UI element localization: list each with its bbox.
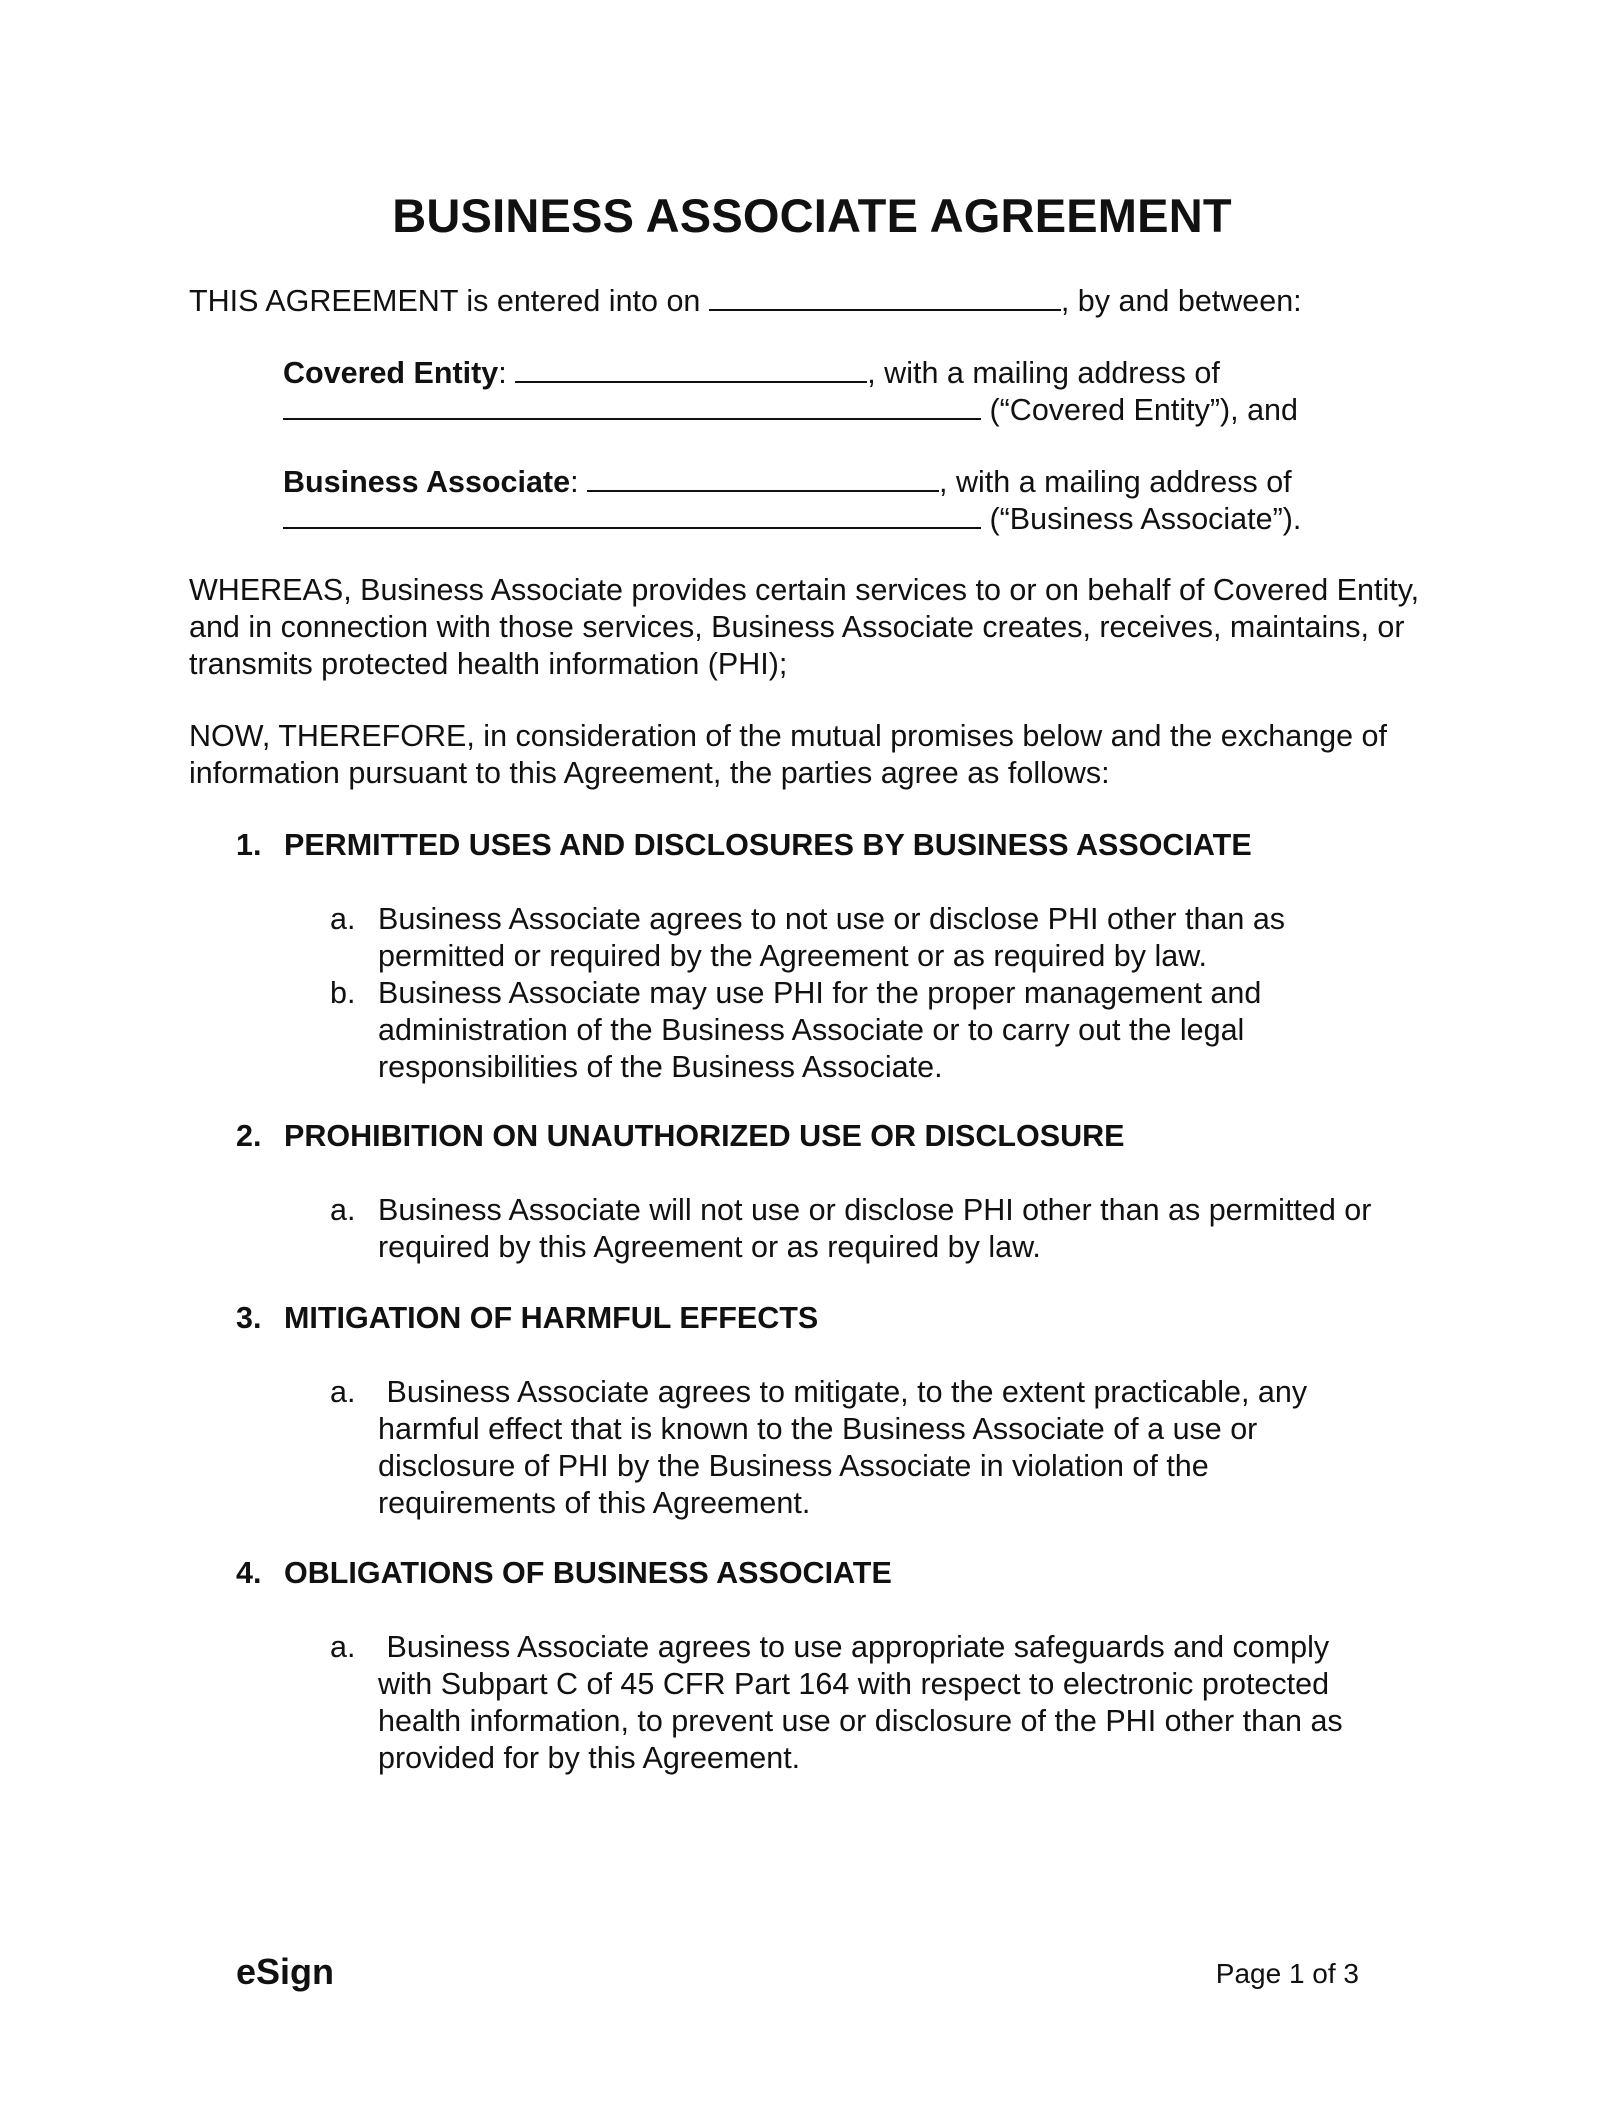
- section-number: 3.: [236, 1301, 262, 1335]
- item-text: Business Associate agrees to use appropriate safeguards and comply with Subpart C of 45 CFR Part 164 with respect to electronic protected health information, to prevent use or disclosure of the PHI other than as provided for by this Agreement.: [378, 1630, 1352, 1775]
- intro-suffix: , by and between:: [1060, 284, 1302, 318]
- item-label: a.: [330, 1630, 356, 1664]
- business-associate-suffix: , with a mailing address of: [939, 465, 1292, 499]
- item-text: Business Associate may use PHI for the proper management and administration of the Business Associate or to carry out the legal responsibilities of the Business Associate.: [378, 976, 1262, 1084]
- business-associate-address-blank[interactable]: [283, 499, 981, 529]
- intro-line: [189, 281, 1302, 320]
- section-title: PROHIBITION ON UNAUTHORIZED USE OR DISCLOSURE: [284, 1119, 1125, 1153]
- section-number: 4.: [236, 1556, 262, 1590]
- item-label: a.: [330, 1193, 356, 1227]
- item-label: a.: [330, 1375, 356, 1409]
- list-item: [330, 901, 1330, 975]
- item-text: Business Associate agrees to not use or disclose PHI other than as permitted or required by the Agreement or as required by law.: [378, 902, 1286, 973]
- covered-entity-address-line: [283, 390, 1298, 429]
- section-title: PERMITTED USES AND DISCLOSURES BY BUSINESS ASSOCIATE: [284, 828, 1252, 862]
- business-associate-label: Business Associate: [283, 465, 571, 499]
- section-2-heading: [236, 1118, 1124, 1155]
- whereas-paragraph: WHEREAS, Business Associate provides certain services to or on behalf of Covered Entity, and in connection with those services, Business Associate creates, receives, maintains, or transmits protected health information (PHI);: [189, 573, 1420, 681]
- item-text: Business Associate will not use or disclose PHI other than as permitted or required by this Agreement or as required by law.: [378, 1193, 1372, 1264]
- section-number: 2.: [236, 1119, 262, 1153]
- business-associate-name-blank[interactable]: [587, 462, 939, 492]
- esign-logo: eSign: [236, 1951, 335, 1992]
- list-item: [330, 1192, 1410, 1266]
- covered-entity-line: [283, 353, 1220, 392]
- item-label: b.: [330, 976, 356, 1010]
- covered-entity-address-blank[interactable]: [283, 390, 981, 420]
- section-title: OBLIGATIONS OF BUSINESS ASSOCIATE: [284, 1556, 892, 1590]
- covered-entity-closing: (“Covered Entity”), and: [989, 393, 1298, 427]
- business-associate-closing: (“Business Associate”).: [989, 502, 1302, 536]
- item-text: Business Associate agrees to mitigate, to the extent practicable, any harmful effect that is known to the Business Associate of a use or disclosure of PHI by the Business Associate in violation of the requirements of this Agreement.: [378, 1375, 1316, 1520]
- page-number: Page 1 of 3: [1215, 1958, 1359, 1989]
- section-3-heading: [236, 1300, 818, 1337]
- section-1-heading: [236, 827, 1252, 864]
- section-title: MITIGATION OF HARMFUL EFFECTS: [284, 1301, 819, 1335]
- business-associate-colon: :: [570, 465, 579, 499]
- list-item: [330, 975, 1330, 1086]
- business-associate-address-line: [283, 499, 1301, 538]
- business-associate-line: [283, 462, 1292, 501]
- item-label: a.: [330, 902, 356, 936]
- agreement-date-blank[interactable]: [709, 281, 1061, 311]
- covered-entity-suffix: , with a mailing address of: [867, 356, 1220, 390]
- covered-entity-label: Covered Entity: [283, 356, 499, 390]
- list-item: [330, 1374, 1360, 1522]
- list-item: [330, 1629, 1380, 1777]
- section-4-heading: [236, 1555, 892, 1592]
- section-number: 1.: [236, 828, 262, 862]
- covered-entity-colon: :: [498, 356, 507, 390]
- document-title: BUSINESS ASSOCIATE AGREEMENT: [392, 189, 1232, 242]
- intro-prefix: THIS AGREEMENT is entered into on: [189, 284, 701, 318]
- now-therefore-paragraph: NOW, THEREFORE, in consideration of the mutual promises below and the exchange of information pursuant to this Agreement, the parties agree as follows:: [189, 719, 1387, 790]
- covered-entity-name-blank[interactable]: [515, 353, 867, 383]
